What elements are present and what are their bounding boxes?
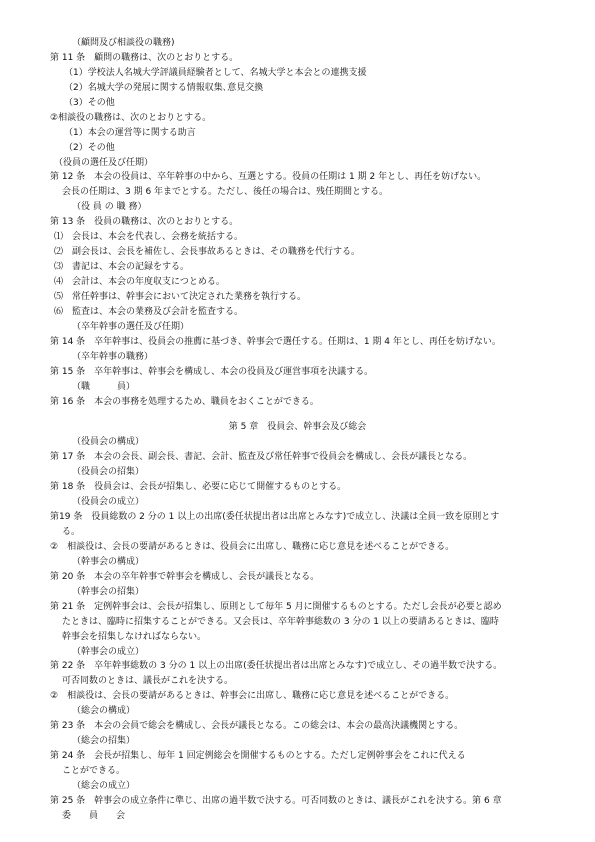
text-line: 第 17 条 本会の会長、副会長、書記、会計、監査及び常任幹事で役員会を構成し、会長が議長となる。 <box>50 452 473 463</box>
text-line: （顧問及び相談役の職務) <box>72 38 175 48</box>
text-line: （卒年幹事の選任及び任期） <box>72 321 190 332</box>
text-line: 第 20 条 本会の卒年幹事で幹事会を構成し、会長が議長となる。 <box>50 571 320 582</box>
text-line: 第 16 条 本会の事務を処理するため、職員をおくことができる。 <box>50 396 319 407</box>
text-line: （総会の招集） <box>72 736 136 747</box>
text-line: る。 <box>62 527 81 537</box>
text-line: 第 13 条 役員の職務は、次のとおりとする。 <box>50 217 239 228</box>
text-line: ⑷ 会計は、本会の年度収支につとめる。 <box>54 277 225 287</box>
text-line: ⑸ 常任幹事は、幹事会において決定された業務を執行する。 <box>54 291 307 302</box>
text-line: 可否同数のときは、議長がこれを決する。 <box>62 676 234 687</box>
paragraph-gap <box>50 409 545 420</box>
text-line: （卒年幹事の職務） <box>72 351 154 362</box>
text-line: （幹事会の招集） <box>72 586 145 597</box>
text-line: 第19 条 役員総数の 2 分の 1 以上の出席(委任状提出者は出席とみなす)で成立し、決議は全員一致を原則とす <box>50 512 500 523</box>
text-line: （総会の成立） <box>72 780 136 791</box>
text-line: ⑵ 副会長は、会長を補佐し、会長事故あるときは、その職務を代行する。 <box>54 247 361 258</box>
text-line: ことができる。 <box>62 766 126 776</box>
text-line: （3）その他 <box>64 97 115 108</box>
text-line: （役員会の招集） <box>72 467 145 478</box>
text-line: （役員会の成立） <box>72 497 145 508</box>
text-line: 第 24 条 会長が招集し、毎年 1 回定例総会を開催するものとする。ただし定例幹事会をこれに代える <box>50 751 466 762</box>
text-line: （総会の構成） <box>72 706 136 717</box>
text-line: 第 12 条 本会の役員は、卒年幹事の中から、互選とする。役員の任期は 1 期 2 年とし、再任を妨げない。 <box>50 172 487 183</box>
text-line: （2）その他 <box>64 142 115 153</box>
text-line: ⑶ 書記は、本会の記録をする。 <box>54 262 190 273</box>
text-line: （1）本会の運営等に関する助言 <box>64 127 196 138</box>
text-line: （職 員） <box>72 381 136 392</box>
text-line: 第 5 章 役員会、幹事会及び総会 <box>228 422 367 433</box>
text-line: 第 18 条 役員会は、会長が招集し、必要に応じて開催するものとする。 <box>50 482 347 493</box>
text-line: ⑹ 監査は、本会の業務及び会計を監査する。 <box>54 306 244 317</box>
text-line: 第 23 条 本会の会員で総会を構成し、会長が議長となる。この総会は、本会の最高決議機関とする。 <box>50 721 464 732</box>
text-line: 第 21 条 定例幹事会は、会長が招集し、原則として毎年 5 月に開催するものとする。ただし会長が必要と認め <box>50 601 502 612</box>
text-line: 幹事会を招集しなければならない。 <box>62 631 207 642</box>
text-line: （役員会の構成） <box>72 437 145 448</box>
text-line: 第 25 条 幹事会の成立条件に準じ、出席の過半数で決する。可否同数のときは、議長がこれを決する。第 6 章 <box>50 795 502 806</box>
text-line: 第 15 条 卒年幹事は、幹事会を構成し、本会の役員及び運営事項を決議する。 <box>50 366 374 377</box>
text-line: （幹事会の成立） <box>72 646 145 657</box>
text-line: ② 相談役は、会長の要請があるときは、役員会に出席し、職務に応じ意見を述べることができる。 <box>50 541 455 552</box>
text-line: 第 14 条 卒年幹事は、役員会の推薦に基づき、幹事会で選任する。任期は、1 期 4 年とし、再任を妨げない。 <box>50 336 501 347</box>
text-line: （1）学校法人名城大学評議員経験者として、名城大学と本会との連携支援 <box>64 67 367 78</box>
text-line: 会長の任期は、3 期 6 年までとする。ただし、後任の場合は、残任期間とする。 <box>62 187 389 198</box>
text-line: （2）名城大学の発展に関する情報収集､意見交換 <box>64 82 264 93</box>
text-line: （幹事会の構成） <box>72 556 145 567</box>
text-line: 第 22 条 卒年幹事総数の 3 分の 1 以上の出席(委任状提出者は出席とみなす)で成立し、その過半数で決する。 <box>50 661 503 672</box>
text-line: 委 員 会 <box>62 810 126 821</box>
text-line: ②相談役の職務は、次のとおりとする。 <box>50 112 212 123</box>
text-line: たときは、臨時に招集することができる。又会長は、卒年幹事総数の 3 分の 1 以上の要請あるときは、臨時 <box>62 616 499 627</box>
text-line: ⑴ 会長は、本会を代表し、会務を統括する。 <box>54 232 244 243</box>
text-line: （役員の選任及び任期） <box>54 157 154 168</box>
text-line: ② 相談役は、会長の要請があるときは、幹事会に出席し、職務に応じ意見を述べることができる。 <box>50 691 455 702</box>
text-line: 第 11 条 顧問の職務は、次のとおりとする。 <box>50 52 239 63</box>
text-line: （役 員 の 職 務） <box>72 202 147 213</box>
